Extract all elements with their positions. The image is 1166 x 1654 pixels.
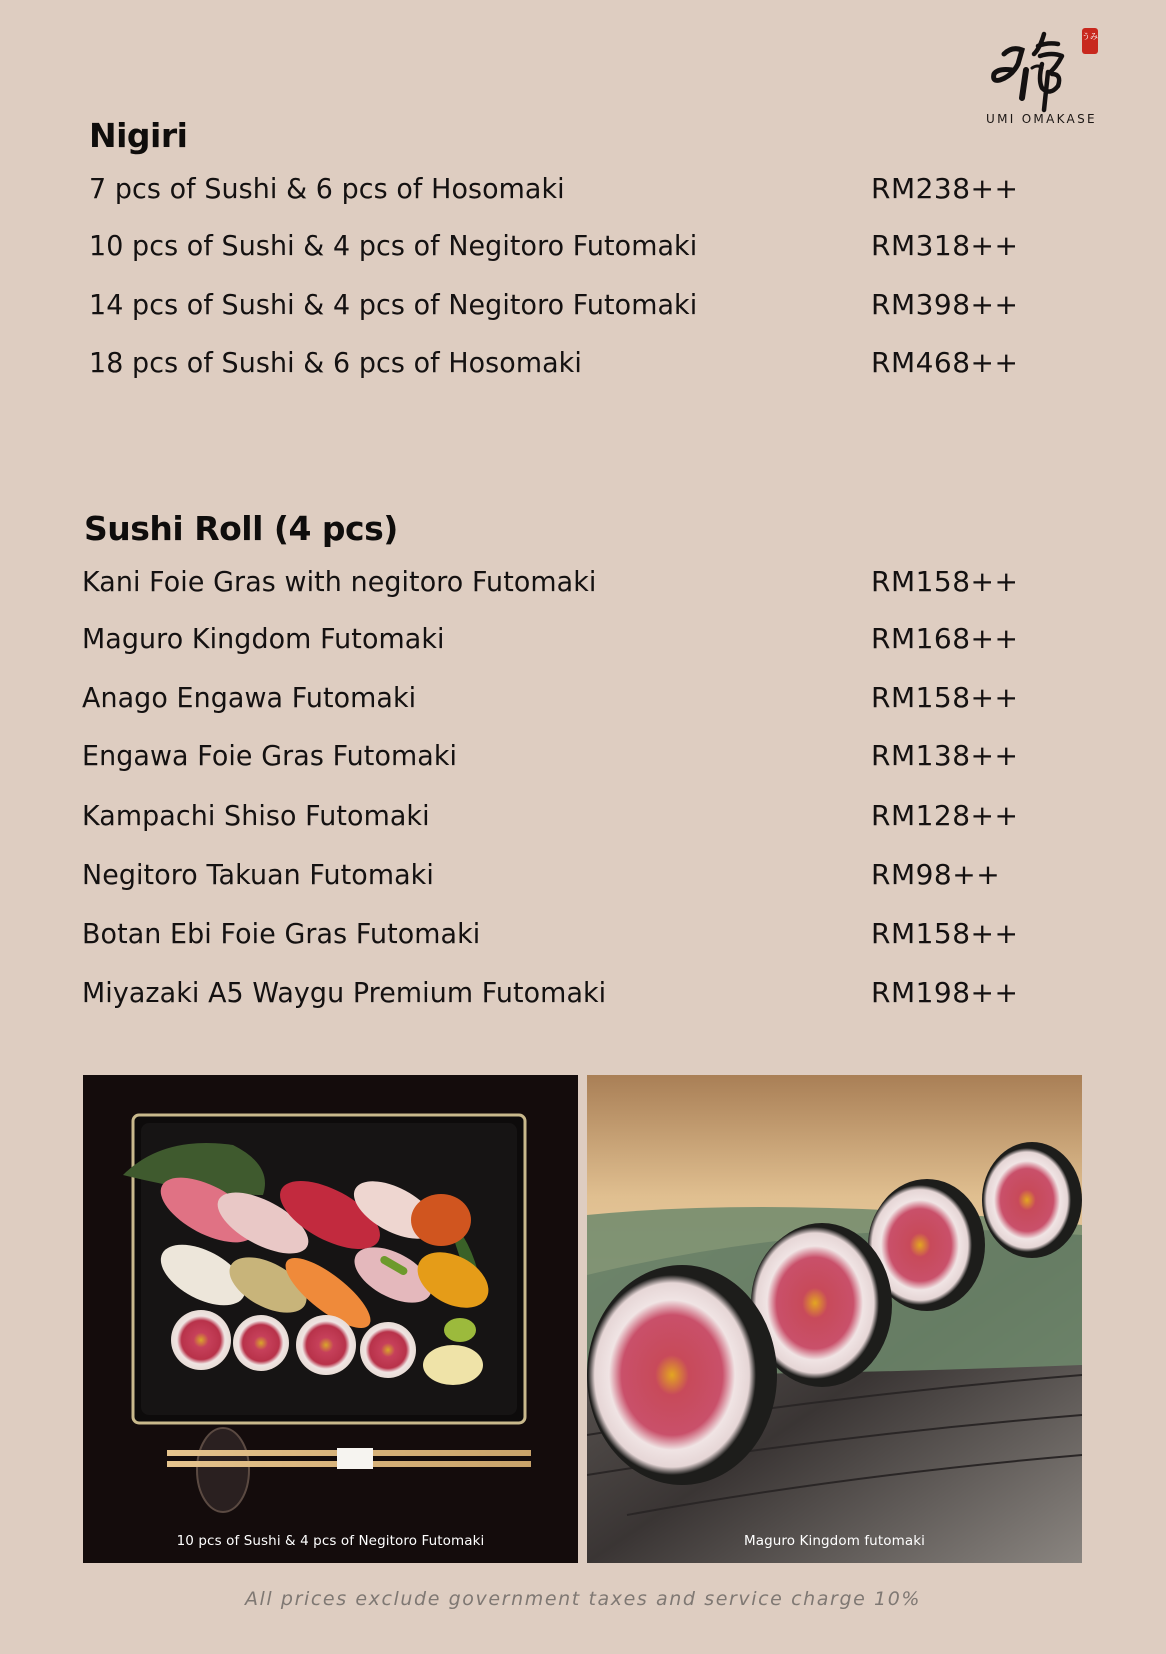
item-name: 10 pcs of Sushi & 4 pcs of Negitoro Futomaki [89,229,698,262]
menu-item [0,681,1166,721]
item-name: Engawa Foie Gras Futomaki [82,739,458,772]
item-name: Miyazaki A5 Waygu Premium Futomaki [82,976,607,1009]
item-name: Botan Ebi Foie Gras Futomaki [82,917,481,950]
menu-item [0,346,1166,386]
tax-note: All prices exclude government taxes and service charge 10% [244,1588,922,1610]
item-price: RM238++ [871,172,1019,205]
svg-text:うみ: うみ [1082,32,1098,41]
item-price: RM158++ [871,917,1019,950]
menu-item [0,976,1166,1016]
item-price: RM98++ [871,858,1001,891]
section-title-nigiri: Nigiri [89,116,188,155]
menu-item [0,172,1166,212]
section-title-sushi-roll: Sushi Roll (4 pcs) [84,509,398,548]
photo-futomaki [587,1075,1082,1563]
item-price: RM318++ [871,229,1019,262]
item-name: Maguro Kingdom Futomaki [82,622,445,655]
item-price: RM398++ [871,288,1019,321]
brand-name: UMI OMAKASE [986,112,1097,126]
photo-caption: 10 pcs of Sushi & 4 pcs of Negitoro Futomaki [176,1533,485,1549]
menu-item [0,858,1166,898]
item-price: RM468++ [871,346,1019,379]
menu-item [0,739,1166,779]
menu-item [0,565,1166,605]
menu-item [0,799,1166,839]
item-price: RM138++ [871,739,1019,772]
item-name: 7 pcs of Sushi & 6 pcs of Hosomaki [89,172,565,205]
menu-item [0,288,1166,328]
menu-item [0,917,1166,957]
item-name: Negitoro Takuan Futomaki [82,858,434,891]
sushi-box-image [83,1075,578,1563]
item-price: RM198++ [871,976,1019,1009]
menu-item [0,622,1166,662]
item-name: 18 pcs of Sushi & 6 pcs of Hosomaki [89,346,582,379]
item-name: Anago Engawa Futomaki [82,681,417,714]
umi-calligraphy-icon [982,24,1102,114]
futomaki-image [587,1075,1082,1563]
item-price: RM168++ [871,622,1019,655]
item-name: 14 pcs of Sushi & 4 pcs of Negitoro Futomaki [89,288,698,321]
photo-sushi-box [83,1075,578,1563]
menu-item [0,229,1166,269]
item-price: RM158++ [871,565,1019,598]
item-price: RM128++ [871,799,1019,832]
photo-caption: Maguro Kingdom futomaki [743,1533,925,1549]
item-price: RM158++ [871,681,1019,714]
item-name: Kani Foie Gras with negitoro Futomaki [82,565,597,598]
item-name: Kampachi Shiso Futomaki [82,799,430,832]
brand-logo [982,24,1102,132]
